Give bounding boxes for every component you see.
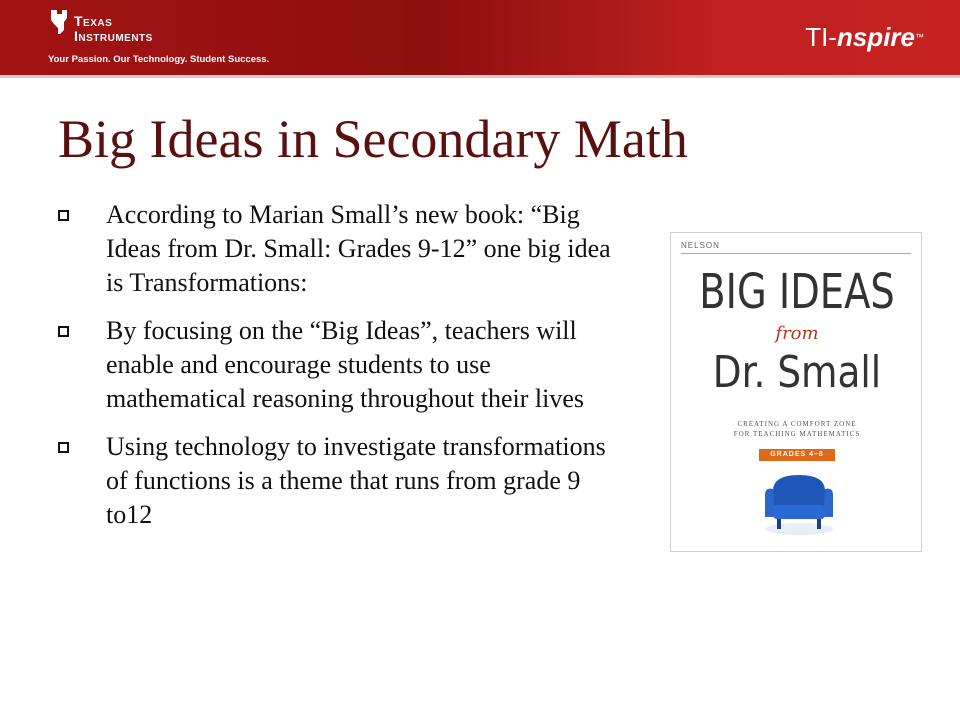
header-banner <box>0 0 960 75</box>
banner-divider <box>0 75 960 78</box>
bullet-item <box>58 198 618 300</box>
bullet-list <box>58 198 618 546</box>
book-subtitle-line1: CREATING A COMFORT ZONE <box>737 420 857 428</box>
publisher-divider <box>681 253 911 254</box>
book-subtitle <box>671 419 923 439</box>
company-name-line1: Texas <box>74 13 113 29</box>
slide-title: Big Ideas in Secondary Math <box>58 109 688 169</box>
product-prefix: TI- <box>805 22 837 52</box>
company-name-line2: Instruments <box>74 28 153 44</box>
square-bullet-icon <box>58 210 69 221</box>
book-title-from: from <box>775 323 819 344</box>
book-title-line1: BIG IDEAS <box>699 264 895 320</box>
company-tagline: Your Passion. Our Technology. Student Success. <box>48 54 270 65</box>
book-grades-badge: GRADES 4–8 <box>759 449 835 461</box>
bullet-text: Using technology to investigate transformations of functions is a theme that runs from grade 9 to12 <box>106 432 606 529</box>
bullet-item <box>58 314 618 416</box>
product-logo <box>805 22 924 52</box>
texas-instruments-logo-icon <box>48 8 70 36</box>
square-bullet-icon <box>58 442 69 453</box>
bullet-text: According to Marian Small’s new book: “Big Ideas from Dr. Small: Grades 9-12” one big idea is Transformations: <box>106 200 611 297</box>
trademark-mark: ™ <box>915 32 924 42</box>
book-cover-image <box>670 232 922 552</box>
publisher-label: NELSON <box>681 241 720 250</box>
book-title-line2: Dr. Small <box>712 347 882 398</box>
armchair-icon <box>759 469 839 541</box>
company-name <box>74 14 153 44</box>
square-bullet-icon <box>58 326 69 337</box>
book-subtitle-line2: FOR TEACHING MATHEMATICS <box>733 430 861 438</box>
bullet-item <box>58 430 618 532</box>
product-name: nspire <box>836 22 915 52</box>
bullet-text: By focusing on the “Big Ideas”, teachers will enable and encourage students to use mathematical reasoning throughout their lives <box>106 316 584 413</box>
